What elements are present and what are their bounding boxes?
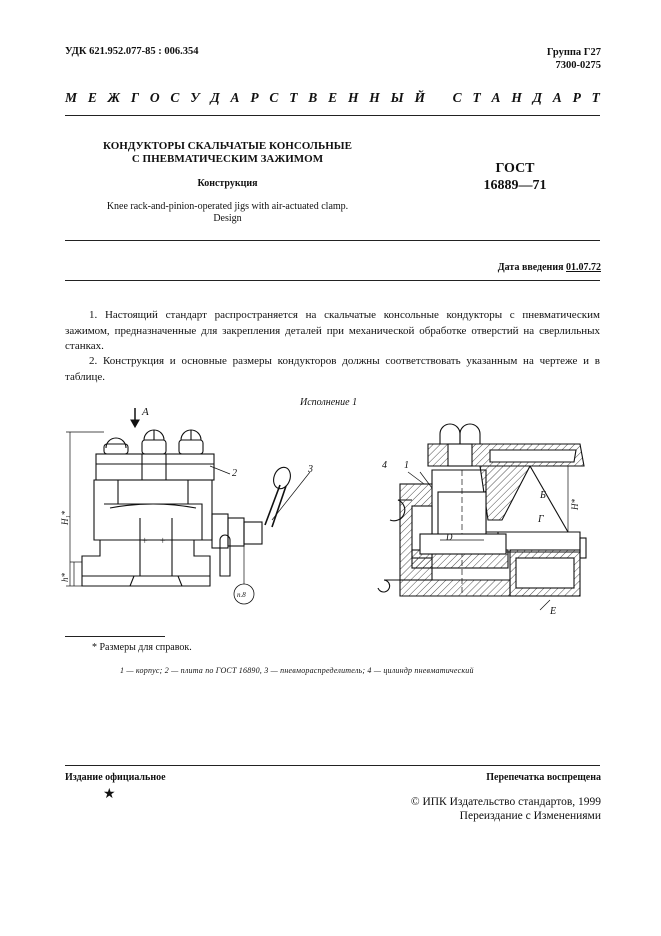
banner-letter: Т xyxy=(289,90,298,105)
group-label: Группа Г27 xyxy=(546,47,601,58)
banner-letter: О xyxy=(149,90,160,105)
banner-letter: С xyxy=(452,90,462,105)
svg-text:+: + xyxy=(160,536,166,547)
banner-letter: Н xyxy=(347,90,359,105)
callout-1: 1 xyxy=(404,460,409,471)
copyright-line: © ИПК Издательство стандартов, 1999 xyxy=(410,796,601,808)
interstate-standard-banner xyxy=(65,90,600,106)
english-title-line-1: Knee rack-and-pinion-operated jigs with air-actuated clamp. xyxy=(106,201,349,212)
udk-code: УДК 621.952.077-85 : 006.354 xyxy=(65,46,199,57)
surface-e-label: Е xyxy=(550,606,557,617)
footnote: * Размеры для справок. xyxy=(92,642,192,653)
paragraph-1: 1. Настоящий стандарт распространяется на скальчатые консольные кондукторы с пневматическим зажимом, предназначенные для закрепления деталей при механической обработке отверстий на сверлильных станках. xyxy=(65,309,600,352)
gost-label: ГОСТ xyxy=(495,161,535,176)
callout-3: 3 xyxy=(308,464,313,475)
effective-date xyxy=(498,262,601,273)
jig-body xyxy=(94,480,212,540)
title-line-2: С ПНЕВМАТИЧЕСКИМ ЗАЖИМОМ xyxy=(131,153,324,165)
date-rule xyxy=(65,280,600,281)
reissue-line: Переиздание с Изменениями xyxy=(459,810,601,822)
date-value: 01.07.72 xyxy=(566,262,601,273)
banner-letter: С xyxy=(170,90,180,105)
dim-h1: H₁* xyxy=(60,510,70,525)
banner-letter: М xyxy=(65,90,78,105)
date-label: Дата введения xyxy=(497,262,564,273)
banner-letter: Р xyxy=(250,90,259,105)
banner-letter: Й xyxy=(414,90,426,105)
title-subtitle: Конструкция xyxy=(197,178,258,189)
paragraph-2: 2. Конструкция и основные размеры кондукторов должны соответствовать указанным на чертеже и в таблице. xyxy=(65,355,600,383)
document-title xyxy=(60,140,395,166)
title-line-1: КОНДУКТОРЫ СКАЛЬЧАТЫЕ КОНСОЛЬНЫЕ xyxy=(103,140,352,152)
jig-drawing xyxy=(60,400,605,630)
english-title xyxy=(60,201,395,225)
star-icon: ★ xyxy=(103,787,116,802)
front-view xyxy=(66,408,310,604)
dim-h: h* xyxy=(60,573,70,582)
footer-rule xyxy=(65,765,600,766)
banner-letter: Т xyxy=(591,90,600,105)
banner-letter: Н xyxy=(369,90,380,105)
drawing-caption: Исполнение 1 xyxy=(300,397,358,408)
banner-letter: Р xyxy=(572,90,581,105)
banner-letter: Ж xyxy=(107,90,121,105)
callout-2: 2 xyxy=(232,468,237,479)
dim-h-right: H* xyxy=(570,499,580,510)
banner-letter: В xyxy=(308,90,318,105)
section-b-label: Б xyxy=(540,490,546,501)
copyright xyxy=(411,795,601,823)
gost-designation xyxy=(440,160,590,194)
banner-letter: Д xyxy=(532,90,542,105)
banner-letter: С xyxy=(269,90,279,105)
banner-letter: Г xyxy=(130,90,140,105)
banner-letter: Е xyxy=(328,90,338,105)
banner-letter xyxy=(436,90,442,106)
banner-letter: А xyxy=(230,90,240,105)
reference-mark: п.8 xyxy=(237,591,246,599)
banner-letter: А xyxy=(552,90,562,105)
banner-letter: Н xyxy=(511,90,522,105)
banner-letter: Т xyxy=(472,90,481,105)
banner-letter: Д xyxy=(210,90,220,105)
banner-letter: Е xyxy=(87,90,97,105)
gost-number: 16889—71 xyxy=(483,178,547,193)
parts-legend: 1 — корпус; 2 — плита по ГОСТ 16890, 3 — пневмораспределитель; 4 — цилиндр пневматический xyxy=(120,666,474,675)
banner-letter: А xyxy=(491,90,501,105)
view-a-label: A xyxy=(142,406,149,418)
english-title-line-2: Design xyxy=(213,213,242,224)
footnote-rule xyxy=(65,636,165,637)
section-view xyxy=(378,424,586,610)
dim-d: D xyxy=(446,532,453,542)
banner-letter: Ы xyxy=(390,90,404,105)
callout-4: 4 xyxy=(382,460,387,471)
section-g-label: Г xyxy=(538,514,544,525)
classifier-code: 7300-0275 xyxy=(555,60,601,71)
official-edition: Издание официальное xyxy=(65,772,166,783)
clamp-cap-1 xyxy=(106,438,126,448)
header-rule xyxy=(65,115,600,116)
svg-text:+: + xyxy=(142,536,148,547)
banner-letter: У xyxy=(190,90,200,105)
group-code xyxy=(547,46,601,72)
reprint-prohibited: Перепечатка воспрещена xyxy=(486,772,601,783)
jig-plate xyxy=(96,454,214,480)
title-rule xyxy=(65,240,600,241)
